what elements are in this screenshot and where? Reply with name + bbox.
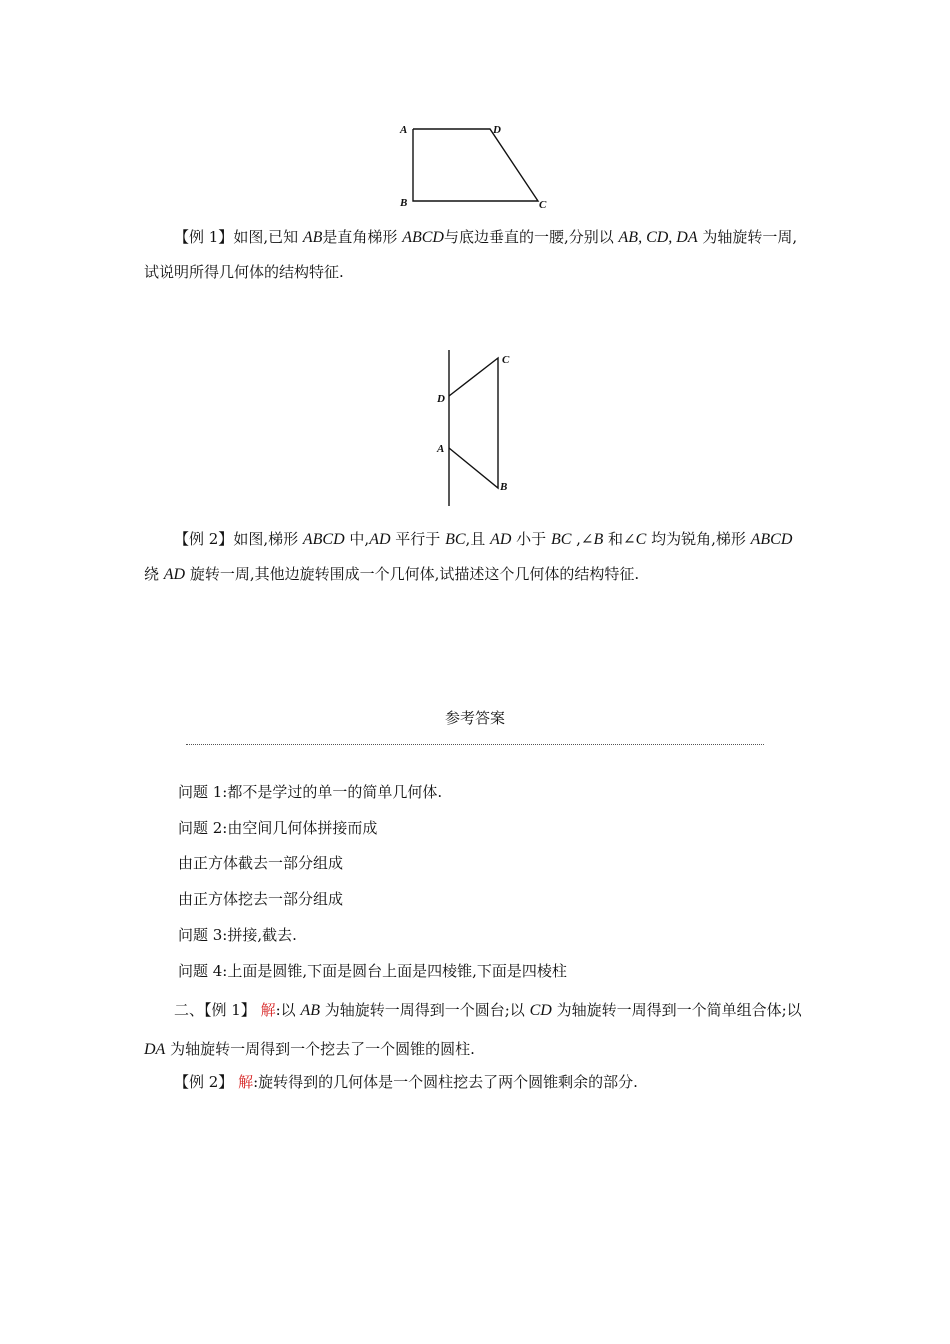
answer-q1: 问题 1:都不是学过的单一的简单几何体. — [178, 783, 443, 801]
example-1: 【例 1】如图,已知 AB是直角梯形 ABCD与底边垂直的一腰,分别以 AB, CD, DA 为轴旋转一周,试说明所得几何体的结构特征. — [144, 228, 798, 281]
label-C: C — [539, 199, 547, 211]
figure-trapezoid-axis — [430, 348, 520, 508]
answer-q2c: 由正方体挖去一部分组成 — [178, 890, 344, 908]
answer-example-1: 二、【例 1】 解:以 AB 为轴旋转一周得到一个圆台;以 CD 为轴旋转一周得到一个简单组合体;以 DA 为轴旋转一周得到一个挖去了一个圆锥的圆柱. — [144, 1001, 802, 1058]
label-D: D — [437, 393, 445, 405]
trapezoid-outline — [449, 358, 498, 488]
dotted-divider — [186, 744, 764, 745]
answer-q3: 问题 3:拼接,截去. — [178, 926, 297, 944]
trapezoid-outline — [413, 129, 538, 201]
example-1-tag: 【例 1】 — [174, 228, 234, 246]
solution-mark: 解 — [238, 1073, 254, 1091]
label-B: B — [400, 197, 408, 209]
answer-q2b: 由正方体截去一部分组成 — [178, 854, 344, 872]
example-2-tag: 【例 2】 — [174, 530, 234, 548]
label-C: C — [502, 354, 510, 366]
example-2: 【例 2】如图,梯形 ABCD 中,AD 平行于 BC,且 AD 小于 BC ,∠B 和∠C 均为锐角,梯形 ABCD 绕 AD 旋转一周,其他边旋转围成一个几何体,试描述这个几何体的结构特征. — [144, 530, 793, 583]
label-D: D — [493, 124, 501, 136]
label-A: A — [400, 124, 408, 136]
label-B: B — [500, 481, 508, 493]
answer-q4: 问题 4:上面是圆锥,下面是圆台上面是四棱锥,下面是四棱柱 — [178, 962, 567, 980]
solution-mark: 解 — [260, 1001, 276, 1019]
label-A: A — [437, 443, 445, 455]
answers-title: 参考答案 — [444, 709, 505, 727]
figure-right-trapezoid — [395, 118, 555, 214]
answer-example-2: 【例 2】 解:旋转得到的几何体是一个圆柱挖去了两个圆锥剩余的部分. — [174, 1073, 638, 1091]
answer-q2: 问题 2:由空间几何体拼接而成 — [178, 819, 378, 837]
